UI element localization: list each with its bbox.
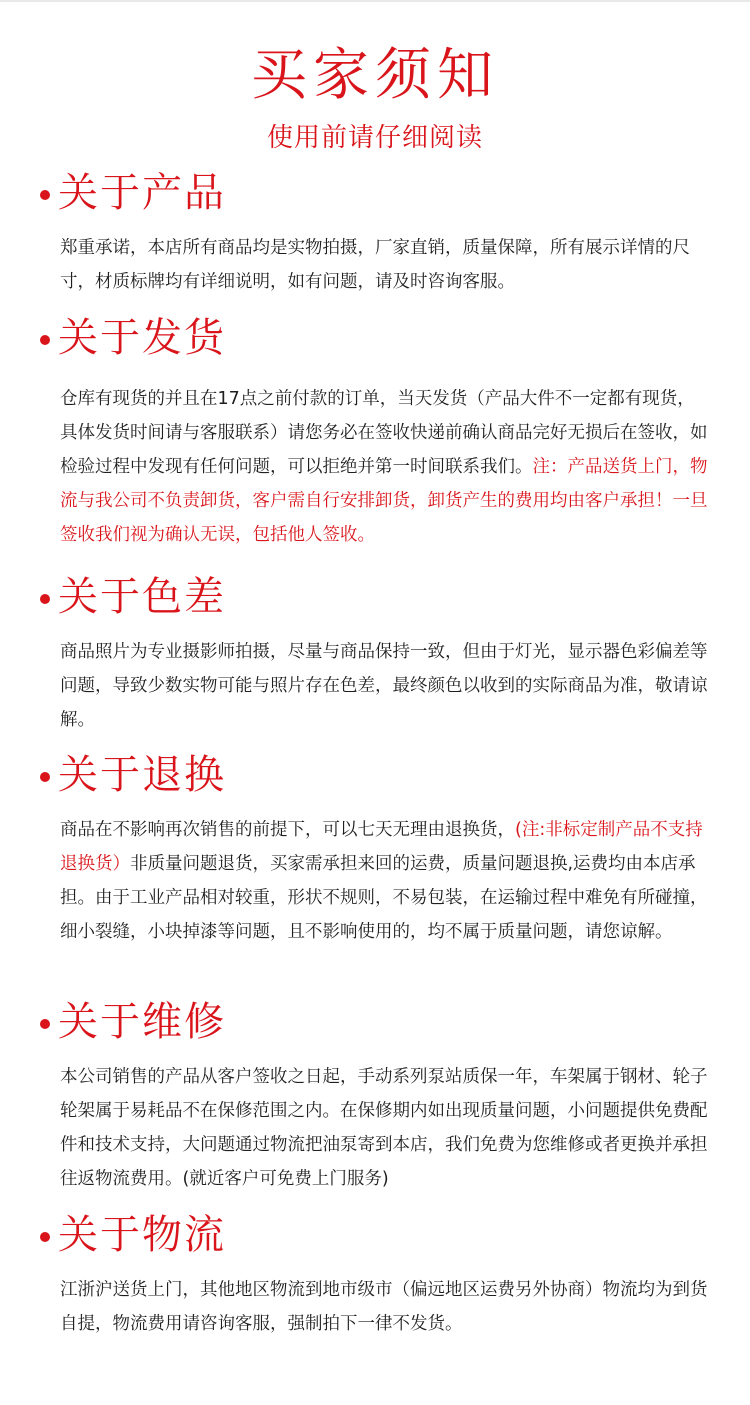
section-color-difference (0, 572, 750, 737)
section-heading (40, 750, 750, 800)
returns-exception-note: (注:非标定制产品不支持退换货） (60, 820, 703, 874)
section-body (60, 1273, 710, 1341)
section-heading (40, 1210, 750, 1260)
section-text: 本公司销售的产品从客户签收之日起，手动系列泵站质保一年，车架属于钢材、轮子轮架属于易耗品不在保修范围之内。在保修期内如出现质量问题，小问题提供免费配件和技术支持，大问题通过物流把油泵寄到本店，我们免费为您维修或者更换并承担往返物流费用。(就近客户可免费上门服务) (60, 1067, 708, 1189)
section-title: 关于发货 (58, 315, 226, 361)
section-heading (40, 997, 750, 1047)
section-title: 关于维修 (58, 999, 226, 1045)
section-title: 关于产品 (58, 170, 226, 216)
section-text: 郑重承诺，本店所有商品均是实物拍摄，厂家直销，质量保障，所有展示详情的尺寸，材质标牌均有详细说明，如有问题，请及时咨询客服。 (60, 238, 690, 292)
page-header (0, 40, 750, 156)
section-text-continued: 非质量问题退货，买家需承担来回的运费，质量问题退换,运费均由本店承担。由于工业产品相对较重，形状不规则，不易包装，在运输过程中难免有所碰撞，细小裂缝，小块掉漆等问题，且不影响使用的，均不属于质量问题，请您谅解。 (60, 854, 708, 942)
section-body (60, 635, 710, 737)
section-body (60, 1060, 710, 1196)
section-body (60, 382, 710, 552)
section-body (60, 813, 710, 949)
section-text: 商品在不影响再次销售的前提下，可以七天无理由退换货， (60, 820, 515, 840)
section-heading (40, 313, 750, 363)
section-title: 关于物流 (58, 1212, 226, 1258)
section-title: 关于退换 (58, 752, 226, 798)
bullet-dot-icon (40, 1232, 50, 1242)
section-text: 江浙沪送货上门，其他地区物流到地市级市（偏远地区运费另外协商）物流均为到货自提，物流费用请咨询客服，强制拍下一律不发货。 (60, 1280, 708, 1334)
section-repair (0, 997, 750, 1196)
section-logistics (0, 1210, 750, 1341)
section-body (60, 231, 710, 299)
page-title: 买家须知 (251, 43, 499, 108)
bullet-dot-icon (40, 335, 50, 345)
bullet-dot-icon (40, 772, 50, 782)
section-product (0, 168, 750, 299)
section-heading (40, 572, 750, 622)
section-text: 商品照片为专业摄影师拍摄，尽量与商品保持一致，但由于灯光，显示器色彩偏差等问题，导致少数实物可能与照片存在色差，最终颜色以收到的实际商品为准，敬请谅解。 (60, 642, 708, 730)
page-subtitle: 使用前请仔细阅读 (266, 123, 483, 153)
section-heading (40, 168, 750, 218)
bullet-dot-icon (40, 1019, 50, 1029)
bullet-dot-icon (40, 190, 50, 200)
top-divider (0, 0, 750, 2)
section-title: 关于色差 (58, 574, 226, 620)
bullet-dot-icon (40, 594, 50, 604)
shipping-warning-note: 注：产品送货上门，物流与我公司不负责卸货，客户需自行安排卸货，卸货产生的费用均由客户承担！一旦签收我们视为确认无误，包括他人签收。 (60, 457, 708, 545)
section-shipping (0, 313, 750, 552)
section-text: 仓库有现货的并且在17点之前付款的订单，当天发货（产品大件不一定都有现货，具体发货时间请与客服联系）请您务必在签收快递前确认商品完好无损后在签收，如检验过程中发现有任何问题，可以拒绝并第一时间联系我们。 (60, 389, 708, 477)
section-returns (0, 750, 750, 949)
